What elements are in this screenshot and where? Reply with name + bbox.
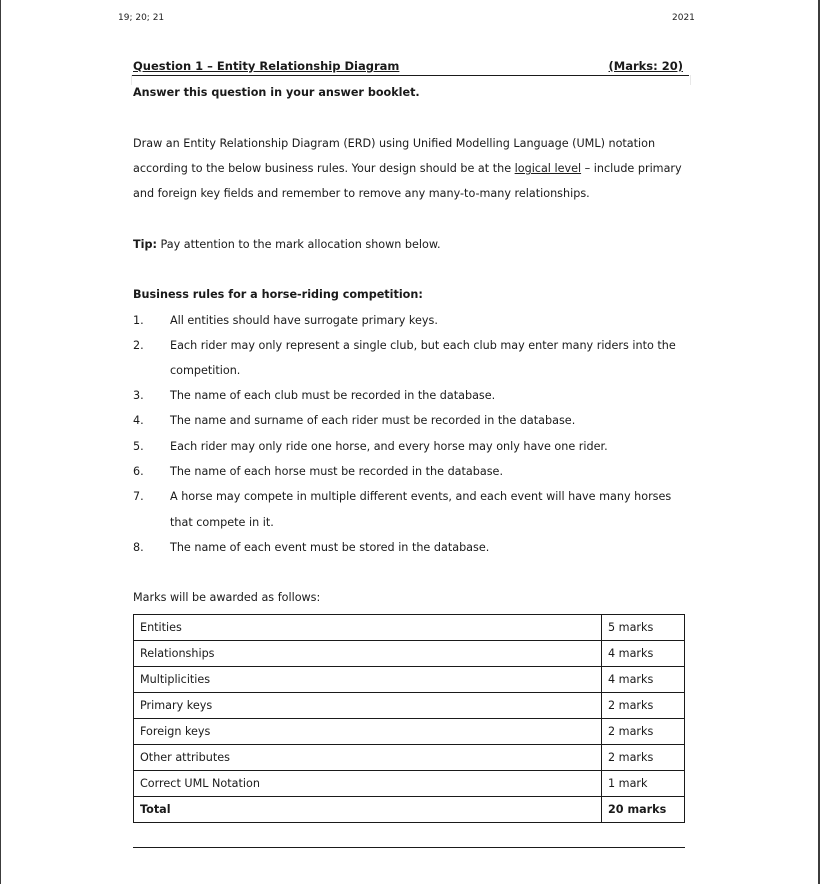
- intro-line-2-pre: according to the below business rules. Your design should be at the: [133, 162, 515, 175]
- rule-text-cont: that compete in it.: [170, 516, 274, 529]
- rule-num: 1.: [133, 314, 144, 327]
- marks-item: Total: [134, 797, 602, 823]
- rule-text: The name and surname of each rider must be recorded in the database.: [170, 414, 576, 427]
- marks-item: Foreign keys: [134, 719, 602, 745]
- rule-num: 7.: [133, 490, 144, 503]
- table-row: [134, 771, 685, 797]
- tip: [133, 238, 441, 251]
- tip-text: Pay attention to the mark allocation shown below.: [156, 238, 441, 251]
- rule-num: 8.: [133, 541, 144, 554]
- table-row: [134, 667, 685, 693]
- intro-line-3: and foreign key fields and remember to remove any many-to-many relationships.: [133, 187, 590, 200]
- marks-value: 4 marks: [602, 641, 685, 667]
- intro-line-2: [133, 162, 682, 175]
- rule-text: A horse may compete in multiple different events, and each event will have many horses: [170, 490, 672, 503]
- marks-item: Other attributes: [134, 745, 602, 771]
- question-marks: (Marks: 20): [608, 59, 683, 73]
- header-left: 19; 20; 21: [118, 13, 165, 23]
- table-row: [134, 693, 685, 719]
- rules-heading: Business rules for a horse-riding competition:: [133, 288, 423, 301]
- instruction: Answer this question in your answer booklet.: [133, 86, 420, 99]
- marks-table: [133, 614, 685, 823]
- rule-text: The name of each event must be stored in the database.: [170, 541, 490, 554]
- marks-item: Multiplicities: [134, 667, 602, 693]
- marks-value: 2 marks: [602, 719, 685, 745]
- question-frame: [131, 75, 691, 85]
- marks-item: Entities: [134, 615, 602, 641]
- marks-item: Relationships: [134, 641, 602, 667]
- marks-value: 2 marks: [602, 693, 685, 719]
- marks-value: 2 marks: [602, 745, 685, 771]
- rule-num: 4.: [133, 414, 144, 427]
- rule-num: 6.: [133, 465, 144, 478]
- rule-text: The name of each horse must be recorded in the database.: [170, 465, 503, 478]
- rule-text: Each rider may only ride one horse, and every horse may only have one rider.: [170, 440, 608, 453]
- marks-item: Correct UML Notation: [134, 771, 602, 797]
- rule-num: 3.: [133, 389, 144, 402]
- header-right: 2021: [672, 13, 695, 23]
- marks-value: 1 mark: [602, 771, 685, 797]
- marks-intro: Marks will be awarded as follows:: [133, 591, 321, 604]
- rule-text: All entities should have surrogate primary keys.: [170, 314, 438, 327]
- intro-line-2-post: – include primary: [581, 162, 682, 175]
- rule-num: 5.: [133, 440, 144, 453]
- rule-num: 2.: [133, 339, 144, 352]
- marks-value: 20 marks: [602, 797, 685, 823]
- table-row: [134, 745, 685, 771]
- page-edge-left: [0, 0, 1, 884]
- logical-level-term: logical level: [514, 162, 582, 175]
- intro-line-1: Draw an Entity Relationship Diagram (ERD) using Unified Modelling Language (UML) notation: [133, 137, 656, 150]
- marks-value: 5 marks: [602, 615, 685, 641]
- rule-text: The name of each club must be recorded in the database.: [170, 389, 496, 402]
- bottom-rule: [133, 847, 685, 848]
- table-row: [134, 719, 685, 745]
- table-row: [134, 615, 685, 641]
- marks-item: Primary keys: [134, 693, 602, 719]
- table-row: [134, 641, 685, 667]
- rule-text: Each rider may only represent a single club, but each club may enter many riders into the: [170, 339, 676, 352]
- tip-label: Tip:: [133, 238, 157, 251]
- question-title-row: [131, 58, 689, 76]
- question-title: Question 1 – Entity Relationship Diagram: [133, 59, 400, 73]
- marks-value: 4 marks: [602, 667, 685, 693]
- table-row-total: [134, 797, 685, 823]
- rule-text-cont: competition.: [170, 364, 241, 377]
